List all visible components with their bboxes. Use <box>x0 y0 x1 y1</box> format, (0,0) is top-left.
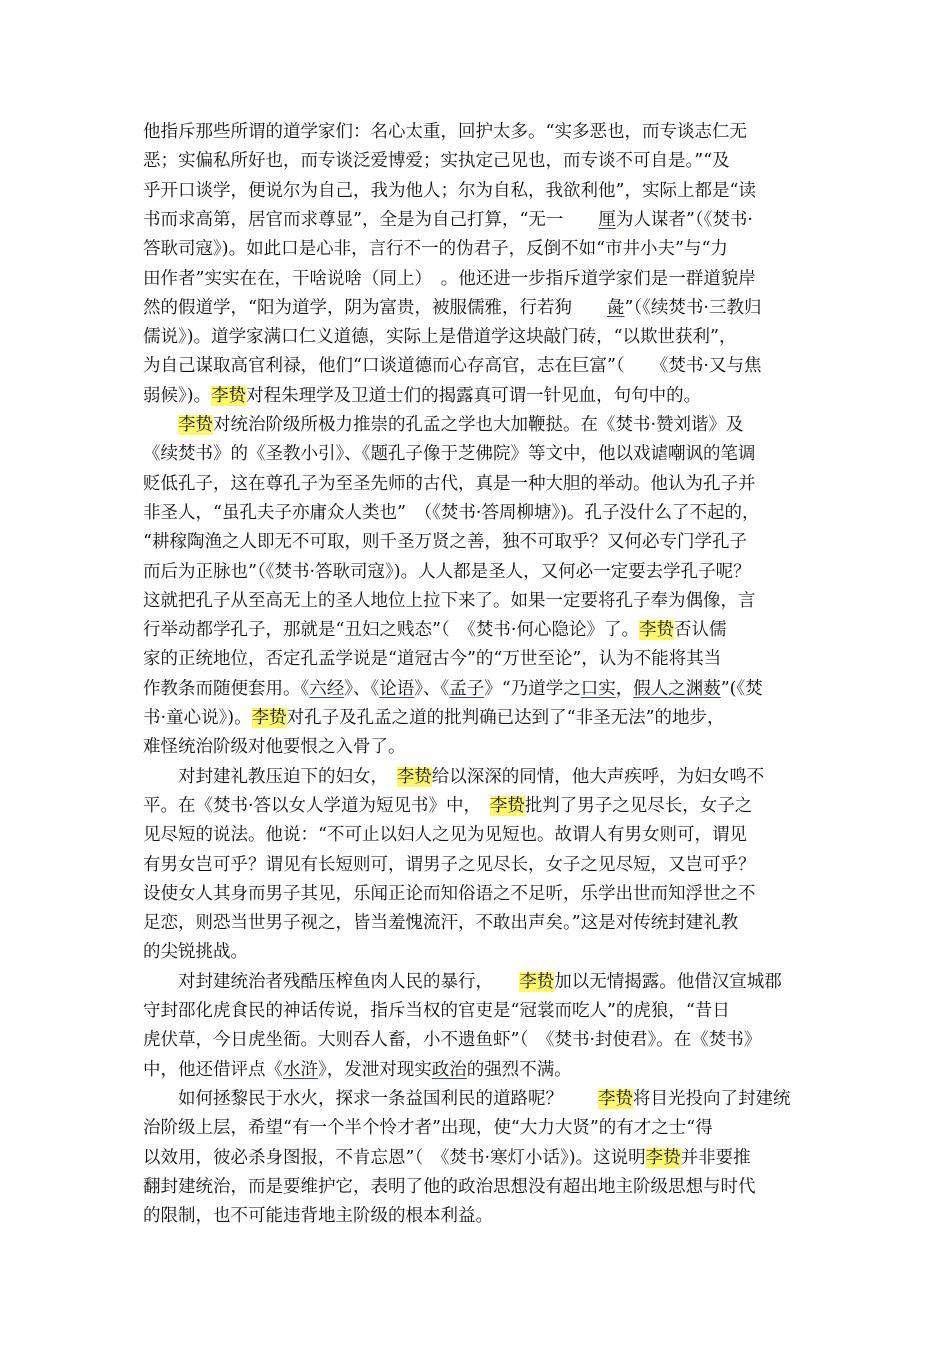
text-line <box>143 558 950 586</box>
text-line <box>143 792 950 820</box>
text-line <box>143 382 950 410</box>
text-line <box>143 733 950 761</box>
text-run: 加以无情揭露。他借汉宣城郡 <box>554 971 782 992</box>
text-run: 否认儒 <box>673 620 727 641</box>
underlined-term: 六经 <box>309 678 345 699</box>
text-run: 对孔子及孔孟之道的批判确已达到了“非圣无法”的地步， <box>286 708 725 728</box>
text-line <box>143 909 950 937</box>
text-run: 将目光投向了封建统 <box>633 1088 791 1109</box>
text-line <box>143 1056 950 1084</box>
text-run: 书·童心说》)。 <box>143 708 252 728</box>
text-run: 难怪统治阶级对他要恨之入骨了。 <box>143 737 406 758</box>
text-line <box>143 1085 950 1113</box>
text-line <box>143 1026 950 1054</box>
text-run: 》、《 <box>414 678 450 699</box>
text-line <box>143 763 950 791</box>
text-line <box>143 470 950 498</box>
highlighted-name: 李贽 <box>396 766 432 787</box>
text-run: 对统治阶级所极力推崇的孔孟之学也大加鞭挞。在《焚书·赞刘谐》及 <box>213 415 744 435</box>
text-run: 中，他还借评点《 <box>143 1059 283 1080</box>
text-run: 虎伏草，今日虎坐衙。大则吞人畜，小不遗鱼虾”（ 《焚书·封使君》。在《焚书》 <box>143 1030 762 1051</box>
text-run: 设使女人其身而男子其见，乐闻正论而知俗语之不足听，乐学出世而知浮世之不 <box>143 883 756 904</box>
underlined-term: 假人之渊薮 <box>633 678 721 699</box>
text-line <box>143 206 950 234</box>
text-line <box>143 147 950 175</box>
text-run: 田作者”实实在在，干啥说啥（同上） 。他还进一步指斥道学家们是一群道貌岸 <box>143 268 756 289</box>
text-line <box>143 645 950 673</box>
text-run: 》、《 <box>344 678 380 699</box>
text-run: 然的假道学，“阳为道学，阴为富贵，被服儒雅，行若狗 <box>143 297 607 318</box>
underlined-term: 论语 <box>379 678 415 699</box>
text-run: ”(《焚 <box>720 678 763 699</box>
text-line <box>143 440 950 468</box>
underlined-term: 厘 <box>598 209 616 230</box>
text-run: ”（《续焚书·三教归 <box>624 297 762 318</box>
text-run: 贬低孔子，这在尊孔子为至圣先师的古代，真是一种大胆的举动。他认为孔子并 <box>143 473 756 494</box>
underlined-term: 彘 <box>606 297 625 318</box>
text-run: 这就把孔子从至高无上的圣人地位上拉下来了。如果一定要将孔子奉为偶像，言 <box>143 590 756 611</box>
highlighted-name: 李贽 <box>519 971 555 992</box>
text-run: 行举动都学孔子，那就是“丑妇之贱态”（ 《焚书·何心隐论》了。 <box>143 620 639 641</box>
text-run: 》“乃道学之 <box>484 678 581 699</box>
text-run <box>143 415 178 435</box>
text-run: 而后为正脉也”（《焚书·答耿司寇》)。人人都是圣人，又何必一定要去学孔子呢？ <box>143 561 751 582</box>
text-run: 批判了男子之见尽长，女子之 <box>524 795 753 816</box>
highlighted-name: 李贽 <box>638 620 674 641</box>
text-run: 以效用，彼必杀身图报，不肯忘恩”（ 《焚书·寒灯小话》)。这说明 <box>143 1147 646 1168</box>
text-run: 给以深深的同情，他大声疾呼，为妇女鸣不 <box>431 766 765 787</box>
text-run: 答耿司寇》)。如此口是心非，言行不一的伪君子，反倒不如“市井小夫”与“力 <box>143 239 728 260</box>
text-run: 作教条而随便套用。《 <box>143 678 310 699</box>
text-line <box>143 294 950 322</box>
text-run: 对封建统治者残酷压榨鱼肉人民的暴行， <box>143 971 520 992</box>
text-run: 治阶级上层，希望“有一个半个怜才者”出现，使“大力大贤”的有才之士“得 <box>143 1118 713 1139</box>
text-line <box>143 968 950 996</box>
text-run: 儒说》)。道学家满口仁义道德，实际上是借道学这块敲门砖，“以欺世获利”， <box>143 327 737 348</box>
highlighted-name: 李贽 <box>598 1088 633 1109</box>
text-line <box>143 997 950 1025</box>
text-line <box>143 1202 950 1230</box>
text-line <box>143 411 950 439</box>
underlined-term: 孟子 <box>449 678 485 699</box>
text-run: 平。在《焚书·答以女人学道为短见书》中， <box>143 795 490 816</box>
text-line <box>143 704 950 732</box>
text-run: 书而求高第，居官而求尊显”，全是为自己打算，“无一 <box>143 209 599 230</box>
text-run: 家的正统地位，否定孔孟学说是“道冠古今”的“万世至论”，认为不能将其当 <box>143 649 722 670</box>
text-run: “耕稼陶渔之人即无不可取，则千圣万贤之善，独不可取乎？又何必专门学孔子 <box>143 532 747 553</box>
text-line <box>143 938 950 966</box>
text-line <box>143 1144 950 1172</box>
text-run: 如何拯黎民于水火，探求一条益国利民的道路呢？ <box>143 1088 598 1109</box>
text-run: 有男女岂可乎？谓见有长短则可，谓男子之见尽长，女子之见尽短，又岂可乎？ <box>143 854 756 875</box>
text-line <box>143 118 950 146</box>
text-line <box>143 821 950 849</box>
text-run: 见尽短的说法。他说：“不可止以妇人之见为见短也。故谓人有男女则可，谓见 <box>143 825 747 846</box>
text-run: 对封建礼教压迫下的妇女， <box>143 766 397 787</box>
text-run: 并非要推 <box>680 1147 751 1168</box>
text-run: 他指斥那些所谓的道学家们：名心太重，回护太多。“实多恶也，而专谈志仁无 <box>143 122 747 142</box>
underlined-term: 水浒 <box>283 1059 318 1080</box>
highlighted-name: 李贽 <box>211 385 247 406</box>
text-line <box>143 880 950 908</box>
underlined-term: 政治 <box>431 1059 467 1080</box>
text-line <box>143 265 950 293</box>
text-run: 非圣人，“虽孔夫子亦庸众人类也” （《焚书·答周柳塘》)。孔子没什么了不起的， <box>143 502 760 523</box>
text-run: ， <box>615 678 634 699</box>
text-run: 足恋，则恐当世男子视之，皆当羞愧流汗，不敢出声矣。”这是对传统封建礼教 <box>143 913 739 934</box>
text-line <box>143 587 950 615</box>
text-run: 》，发泄对现实 <box>318 1059 432 1080</box>
text-run: 对程朱理学及卫道士们的揭露真可谓一针见血，句句中的。 <box>246 385 702 406</box>
text-line <box>143 528 950 556</box>
text-line <box>143 851 950 879</box>
highlighted-name: 李贽 <box>178 415 213 435</box>
text-line <box>143 1114 950 1142</box>
text-line <box>143 177 950 205</box>
text-run: 的尖锐挑战。 <box>143 942 248 963</box>
text-line <box>143 1173 950 1201</box>
text-line <box>143 323 950 351</box>
highlighted-name: 李贽 <box>645 1147 681 1168</box>
text-line <box>143 235 950 263</box>
text-run: 弱候》)。 <box>143 385 212 406</box>
text-run: 恶；实偏私所好也，而专谈泛爱博爱；实执定己见也，而专谈不可自是。”“及 <box>143 151 730 172</box>
highlighted-name: 李贽 <box>251 708 287 728</box>
text-line <box>143 499 950 527</box>
text-run: 《续焚书》的《圣教小引》、《题孔子像于芝佛院》等文中，他以戏谑嘲讽的笔调 <box>143 444 756 465</box>
underlined-term: 口实 <box>580 678 616 699</box>
text-run: 翻封建统治，而是要维护它，表明了他的政治思想没有超出地主阶级思想与时代 <box>143 1176 756 1197</box>
highlighted-name: 李贽 <box>489 795 525 816</box>
text-run: 守封邵化虎食民的神话传说，指斥当权的官吏是“冠裳而吃人”的虎狼，“昔日 <box>143 1001 730 1021</box>
text-run: 的限制，也不可能违背地主阶级的根本利益。 <box>143 1206 493 1227</box>
text-run: 的强烈不满。 <box>466 1059 572 1080</box>
text-line <box>143 675 950 703</box>
text-run: 为人谋者”（《焚书· <box>615 209 753 230</box>
text-run: 乎开口谈学，便说尔为自己，我为他人；尔为自私，我欲利他”，实际上都是“读 <box>143 180 756 201</box>
text-run: 为自己谋取高官利禄，他们“口谈道德而心存高官，志在巨富”（ 《焚书·又与焦 <box>143 356 762 377</box>
text-line <box>143 352 950 380</box>
text-line <box>143 616 950 644</box>
